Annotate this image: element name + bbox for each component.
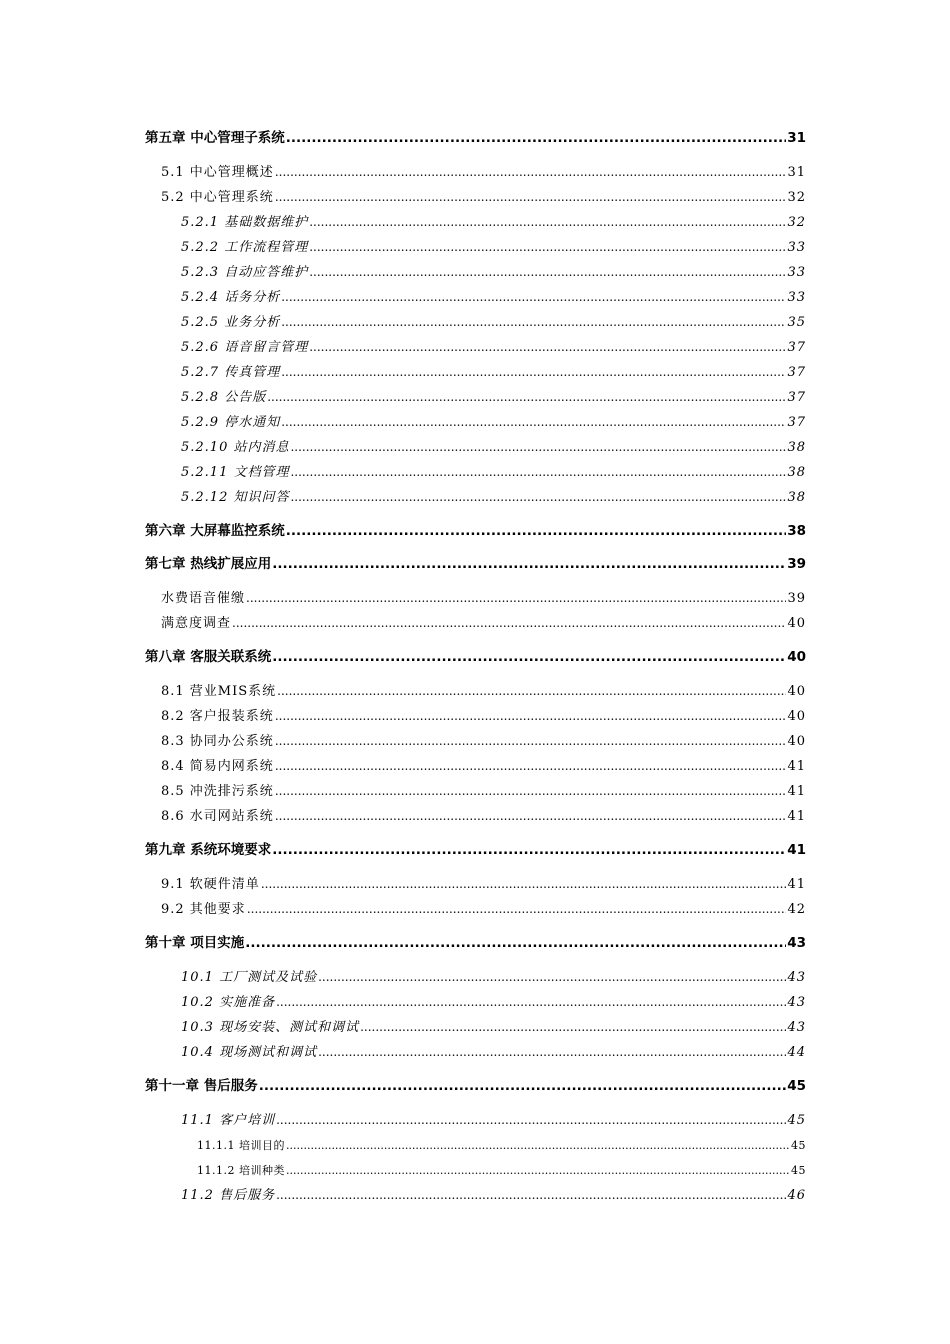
toc-entry-title: 5.2.1 基础数据维护 <box>181 215 309 230</box>
toc-leader-dots <box>281 410 786 435</box>
toc-entry-title: 满意度调查 <box>161 616 232 631</box>
toc-leader-dots <box>281 285 786 310</box>
toc-page-number: 43 <box>787 995 806 1010</box>
toc-entry-title: 5.2 中心管理系统 <box>161 190 274 205</box>
toc-entry[interactable] <box>145 1183 806 1208</box>
toc-entry-title: 11.1.1 培训目的 <box>197 1139 285 1152</box>
toc-page-number: 33 <box>787 290 806 305</box>
toc-leader-dots <box>272 645 786 669</box>
toc-entry[interactable] <box>145 704 806 729</box>
toc-page-number: 38 <box>787 465 806 480</box>
toc-leader-dots <box>275 779 787 804</box>
toc-entry[interactable] <box>145 485 806 510</box>
toc-page-number: 40 <box>787 616 806 631</box>
toc-chapter-entry[interactable] <box>145 519 806 543</box>
toc-leader-dots <box>275 704 787 729</box>
toc-page-number: 45 <box>791 1139 806 1152</box>
toc-page-number: 43 <box>787 1020 806 1035</box>
toc-entry[interactable] <box>145 385 806 410</box>
toc-leader-dots <box>275 160 787 185</box>
toc-page-number: 35 <box>787 315 806 330</box>
toc-leader-dots <box>360 1015 786 1040</box>
toc-page-number: 33 <box>787 265 806 280</box>
toc-entry-title: 5.2.12 知识问答 <box>181 490 290 505</box>
toc-entry-title: 第五章 中心管理子系统 <box>145 130 285 146</box>
toc-entry-title: 5.2.10 站内消息 <box>181 440 290 455</box>
toc-page-number: 41 <box>787 877 806 892</box>
toc-page-number: 33 <box>787 240 806 255</box>
toc-page-number: 37 <box>787 340 806 355</box>
toc-entry-title: 5.2.2 工作流程管理 <box>181 240 309 255</box>
toc-leader-dots <box>276 1183 786 1208</box>
toc-page-number: 40 <box>787 649 806 665</box>
toc-page-number: 39 <box>787 556 806 572</box>
toc-page-number: 42 <box>787 902 806 917</box>
toc-entry-title: 11.1.2 培训种类 <box>197 1164 285 1177</box>
toc-entry-title: 8.1 营业MIS系统 <box>161 684 277 699</box>
toc-leader-dots <box>272 838 786 862</box>
toc-entry[interactable] <box>145 679 806 704</box>
toc-page-number: 40 <box>787 734 806 749</box>
toc-leader-dots <box>259 1074 787 1098</box>
toc-leader-dots <box>275 754 787 779</box>
toc-entry[interactable] <box>145 235 806 260</box>
toc-entry[interactable] <box>145 611 806 636</box>
toc-entry[interactable] <box>145 285 806 310</box>
toc-leader-dots <box>247 897 787 922</box>
toc-leader-dots <box>275 185 787 210</box>
toc-entry-title: 第九章 系统环境要求 <box>145 842 272 858</box>
toc-entry[interactable] <box>145 260 806 285</box>
toc-entry[interactable] <box>145 1108 806 1133</box>
toc-entry[interactable] <box>145 310 806 335</box>
toc-entry-title: 第七章 热线扩展应用 <box>145 556 272 572</box>
toc-entry-title: 5.1 中心管理概述 <box>161 165 274 180</box>
toc-leader-dots <box>281 310 786 335</box>
toc-entry-title: 10.1 工厂测试及试验 <box>181 970 318 985</box>
toc-leader-dots <box>275 804 787 829</box>
toc-chapter-entry[interactable] <box>145 645 806 669</box>
toc-page-number: 45 <box>791 1164 806 1177</box>
toc-entry-title: 5.2.8 公告版 <box>181 390 267 405</box>
table-of-contents <box>145 126 806 1208</box>
toc-chapter-entry[interactable] <box>145 931 806 955</box>
toc-leader-dots <box>276 990 786 1015</box>
toc-page-number: 39 <box>787 591 806 606</box>
toc-entry[interactable] <box>145 586 806 611</box>
toc-leader-dots <box>290 460 786 485</box>
toc-entry-title: 8.3 协同办公系统 <box>161 734 274 749</box>
toc-leader-dots <box>267 385 786 410</box>
toc-entry-title: 8.6 水司网站系统 <box>161 809 274 824</box>
toc-leader-dots <box>318 965 786 990</box>
toc-page-number: 38 <box>787 523 806 539</box>
toc-page-number: 40 <box>787 709 806 724</box>
toc-chapter-entry[interactable] <box>145 552 806 576</box>
toc-entry-title: 第十一章 售后服务 <box>145 1078 258 1094</box>
toc-page-number: 44 <box>787 1045 806 1060</box>
toc-page-number: 37 <box>787 365 806 380</box>
toc-entry-title: 5.2.6 语音留言管理 <box>181 340 309 355</box>
toc-leader-dots <box>281 360 786 385</box>
toc-entry-title: 8.2 客户报装系统 <box>161 709 274 724</box>
toc-entry-title: 11.1 客户培训 <box>181 1113 276 1128</box>
toc-leader-dots <box>309 260 786 285</box>
toc-entry[interactable] <box>145 804 806 829</box>
toc-entry[interactable] <box>145 460 806 485</box>
toc-leader-dots <box>261 872 787 897</box>
toc-entry-title: 5.2.3 自动应答维护 <box>181 265 309 280</box>
toc-entry-title: 5.2.9 停水通知 <box>181 415 281 430</box>
toc-page-number: 41 <box>787 809 806 824</box>
toc-entry-title: 5.2.4 话务分析 <box>181 290 281 305</box>
toc-leader-dots <box>275 729 787 754</box>
toc-entry[interactable] <box>145 729 806 754</box>
toc-entry-title: 10.2 实施准备 <box>181 995 276 1010</box>
toc-page-number: 31 <box>787 130 806 146</box>
toc-entry-title: 5.2.5 业务分析 <box>181 315 281 330</box>
toc-entry-title: 第六章 大屏幕监控系统 <box>145 523 285 539</box>
toc-chapter-entry[interactable] <box>145 838 806 862</box>
toc-entry-title: 5.2.11 文档管理 <box>181 465 290 480</box>
toc-entry[interactable] <box>145 1158 806 1183</box>
toc-entry-title: 8.5 冲洗排污系统 <box>161 784 274 799</box>
toc-page-number: 32 <box>787 215 806 230</box>
toc-entry[interactable] <box>145 754 806 779</box>
toc-page-number: 40 <box>787 684 806 699</box>
toc-leader-dots <box>286 519 787 543</box>
toc-page-number: 45 <box>787 1078 806 1094</box>
toc-entry-title: 5.2.7 传真管理 <box>181 365 281 380</box>
toc-page-number: 43 <box>787 935 806 951</box>
toc-leader-dots <box>245 931 786 955</box>
toc-leader-dots <box>290 485 786 510</box>
toc-page-number: 31 <box>787 165 806 180</box>
toc-entry-title: 10.3 现场安装、测试和调试 <box>181 1020 360 1035</box>
toc-leader-dots <box>276 1108 786 1133</box>
toc-chapter-entry[interactable] <box>145 126 806 150</box>
toc-entry-title: 水费语音催缴 <box>161 591 246 606</box>
toc-page-number: 43 <box>787 970 806 985</box>
toc-entry[interactable] <box>145 360 806 385</box>
toc-page-number: 41 <box>787 759 806 774</box>
toc-leader-dots <box>309 235 786 260</box>
toc-entry[interactable] <box>145 1040 806 1065</box>
toc-page-number: 32 <box>787 190 806 205</box>
toc-leader-dots <box>286 1158 790 1183</box>
toc-leader-dots <box>272 552 786 576</box>
toc-entry[interactable] <box>145 872 806 897</box>
toc-page-number: 37 <box>787 390 806 405</box>
toc-leader-dots <box>232 611 786 636</box>
toc-page-number: 37 <box>787 415 806 430</box>
toc-leader-dots <box>318 1040 786 1065</box>
toc-entry[interactable] <box>145 990 806 1015</box>
toc-entry[interactable] <box>145 185 806 210</box>
toc-leader-dots <box>290 435 786 460</box>
toc-entry[interactable] <box>145 965 806 990</box>
toc-entry-title: 9.2 其他要求 <box>161 902 246 917</box>
toc-page-number: 46 <box>787 1188 806 1203</box>
toc-entry-title: 8.4 简易内网系统 <box>161 759 274 774</box>
toc-entry[interactable] <box>145 210 806 235</box>
toc-page-number: 45 <box>787 1113 806 1128</box>
toc-leader-dots <box>286 126 787 150</box>
toc-leader-dots <box>286 1133 790 1158</box>
toc-entry[interactable] <box>145 1133 806 1158</box>
toc-entry[interactable] <box>145 160 806 185</box>
toc-page-number: 41 <box>787 784 806 799</box>
toc-entry[interactable] <box>145 897 806 922</box>
toc-leader-dots <box>246 586 786 611</box>
toc-entry-title: 10.4 现场测试和调试 <box>181 1045 318 1060</box>
toc-page-number: 38 <box>787 440 806 455</box>
toc-leader-dots <box>309 210 786 235</box>
toc-entry-title: 第十章 项目实施 <box>145 935 245 951</box>
toc-leader-dots <box>309 335 786 360</box>
toc-page-number: 41 <box>787 842 806 858</box>
toc-entry-title: 9.1 软硬件清单 <box>161 877 260 892</box>
toc-entry[interactable] <box>145 1015 806 1040</box>
toc-entry[interactable] <box>145 779 806 804</box>
toc-leader-dots <box>277 679 786 704</box>
toc-page-number: 38 <box>787 490 806 505</box>
toc-entry[interactable] <box>145 410 806 435</box>
toc-entry[interactable] <box>145 435 806 460</box>
toc-entry[interactable] <box>145 335 806 360</box>
toc-chapter-entry[interactable] <box>145 1074 806 1098</box>
toc-entry-title: 11.2 售后服务 <box>181 1188 276 1203</box>
toc-entry-title: 第八章 客服关联系统 <box>145 649 272 665</box>
